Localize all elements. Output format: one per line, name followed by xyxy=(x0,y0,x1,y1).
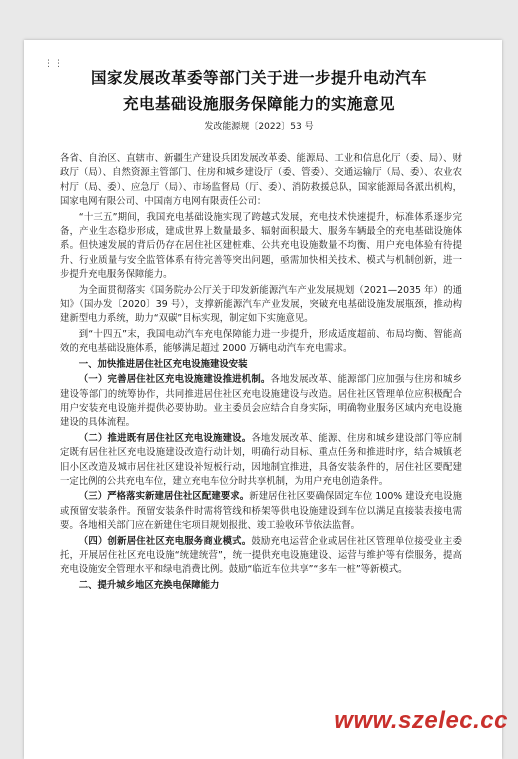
document-title-line-2: 充电基础设施服务保障能力的实施意见 xyxy=(122,94,395,113)
list-item-2-heading: （二）推进既有居住社区充电设施建设。 xyxy=(78,432,252,444)
list-item-4-heading: （四）创新居住社区充电服务商业模式。 xyxy=(78,535,252,547)
list-item-3-heading: （三）严格落实新建居住社区配建要求。 xyxy=(78,491,250,503)
background-paragraph: “十三五”期间，我国充电基础设施实现了跨越式发展，充电技术快速提升，标准体系逐步完备，产业生态稳步形成，建成世界上数量最多、辐射面积最大、服务车辆最全的充电基础设施体系。但快速发展的背后仍存在居住社区建桩难、公共充电设施数量不均衡、用户充电体验有待提升、行业质量与安全监管体系有待完善等突出问题，亟需加快相关技术、模式与机制创新，进一步提升充电服务保障能力。 xyxy=(60,211,462,281)
list-item-2-text: 各地发展改革、能源、住房和城乡建设部门等应制定既有居住社区充电设施建设改造行动计划，明确行动目标、重点任务和推进时序，结合城镇老旧小区改造及城市居住社区建设补短板行动，因地制宜推进，具备安装条件的，居住社区要配建一定比例的公共充电车位，建立充电车位分时共享机制，为用户充电创造条件。 xyxy=(60,432,462,487)
list-item-4-text: 鼓励充电运营企业或居住社区管理单位接受业主委托，开展居住社区充电设施“统建统营”，统一提供充电设施建设、运营与维护等有偿服务，提高充电设施安全管理水平和绿电消费比例。鼓励“临近车位共享”“多车一桩”等新模式。 xyxy=(60,535,462,576)
document-body xyxy=(60,152,462,594)
recipients-paragraph: 各省、自治区、直辖市、新疆生产建设兵团发展改革委、能源局、工业和信息化厅（委、局）、财政厅（局）、自然资源主管部门、住房和城乡建设厅（委、管委）、交通运输厅（局、委）、农业农村厅（局、委）、应急厅（局）、市场监督局（厅、委）、消防救援总队，国家能源局各派出机构，国家电网有限公司、中国南方电网有限责任公司： xyxy=(60,153,462,208)
list-item-2 xyxy=(60,432,462,490)
list-item-1-heading: （一）完善居住社区充电设施建设推进机制。 xyxy=(78,374,271,386)
list-item-3-text: 新建居住社区要确保固定车位 100% 建设充电设施或预留安装条件。预留安装条件时需将管线和桥架等供电设施建设到车位以满足直接装表接电需要。各地相关部门应在新建住宅项目规划报批、竣工验收环节依法监督。 xyxy=(60,491,462,532)
section-heading-1: 一、加快推进居住社区充电设施建设安装 xyxy=(78,358,248,370)
list-item-1 xyxy=(60,373,462,431)
list-item-4 xyxy=(60,535,462,578)
site-watermark: www.szelec.cc xyxy=(334,707,508,734)
document-number: 发改能源规〔2022〕53 号 xyxy=(204,122,314,132)
list-item-3 xyxy=(60,490,462,533)
purpose-paragraph: 为全面贯彻落实《国务院办公厅关于印发新能源汽车产业发展规划（2021—2035 年）的通知》（国办发〔2020〕39 号），支撑新能源汽车产业发展，突破充电基础设施发展瓶颈，推动构建新型电力系统，助力“双碳”目标实现，制定如下实施意见。 xyxy=(60,284,462,325)
drag-handle-icon[interactable]: ⋮⋮ xyxy=(44,59,64,69)
list-item-1-text: 各地发展改革、能源部门应加强与住房和城乡建设等部门的统筹协作，共同推进居住社区充电设施建设与改造。居住社区管理单位应积极配合用户安装充电设施并提供必要协助。业主委员会应结合自身实际，明确物业服务区域内充电设施建设的具体流程。 xyxy=(60,374,462,429)
document-title-line-1: 国家发展改革委等部门关于进一步提升电动汽车 xyxy=(90,68,427,87)
section-heading-2: 二、提升城乡地区充换电保障能力 xyxy=(78,579,220,591)
goal-paragraph: 到“十四五”末，我国电动汽车充电保障能力进一步提升，形成适度超前、布局均衡、智能高效的充电基础设施体系，能够满足超过 2000 万辆电动汽车充电需求。 xyxy=(60,328,462,355)
